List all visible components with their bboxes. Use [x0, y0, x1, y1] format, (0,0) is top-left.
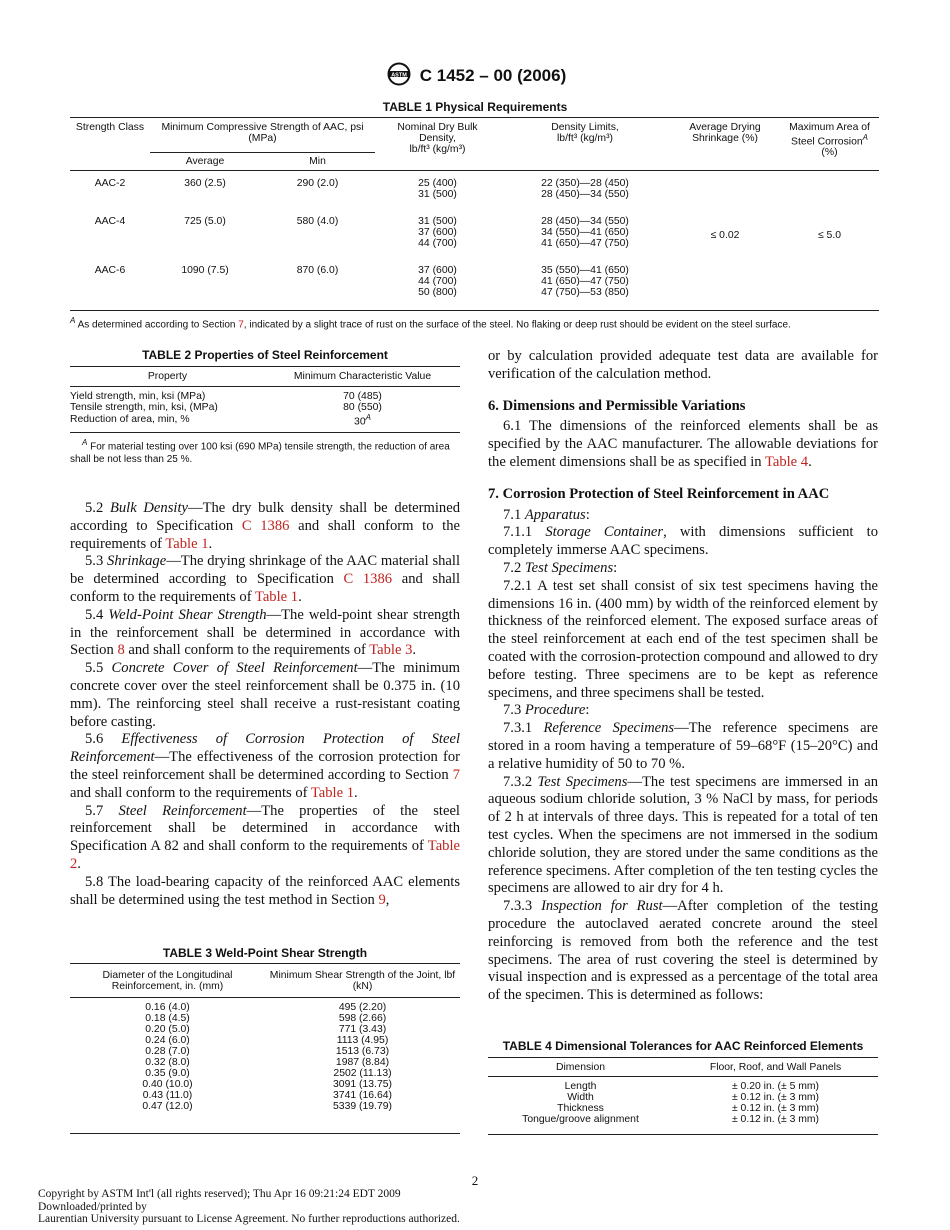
t1-head-limits: Density Limits, lb/ft³ (kg/m³) — [551, 122, 619, 144]
t3-shear: 1513 (6.73) — [335, 1045, 390, 1057]
t1-density: 50 (800) — [418, 287, 457, 298]
t1-min: 870 (6.0) — [296, 265, 339, 276]
para-5-7: 5.7 Steel Reinforcement—The properties of the steel reinforcement shall be determined in accordance with Specification A 82 and shall conform to the requirements of Table 2. — [70, 802, 460, 872]
t1-limit: 28 (450)—34 (550) — [541, 189, 629, 200]
t3-diameter: 0.32 (8.0) — [145, 1056, 190, 1068]
table4-caption: TABLE 4 Dimensional Tolerances for AAC Reinforced Elements — [502, 1039, 864, 1053]
t2-head-property: Property — [147, 371, 188, 382]
t3-row — [70, 1090, 460, 1101]
t3-diameter: 0.35 (9.0) — [145, 1067, 190, 1079]
t3-row — [70, 1046, 460, 1057]
t3-diameter: 0.47 (12.0) — [142, 1100, 193, 1112]
section-6-title: 6. Dimensions and Permissible Variations — [488, 397, 746, 414]
t1-corrosion: ≤ 5.0 — [817, 229, 842, 241]
t3-row — [70, 1013, 460, 1024]
t1-limit: 41 (650)—47 (750) — [541, 276, 629, 287]
t2-value-footnote-mark: A — [365, 412, 371, 422]
t2-head-value: Minimum Characteristic Value — [293, 371, 432, 382]
t4-row — [488, 1114, 878, 1125]
t3-diameter: 0.43 (11.0) — [142, 1089, 193, 1101]
t1-min: 290 (2.0) — [296, 178, 339, 189]
t1-density: 37 (600) — [418, 265, 457, 276]
t3-diameter: 0.24 (6.0) — [145, 1034, 190, 1046]
t4-dimension: Length — [564, 1080, 597, 1092]
t4-tolerance: ± 0.12 in. (± 3 mm) — [731, 1091, 820, 1103]
t2-row — [70, 413, 460, 427]
t2-property: Yield strength, min, ksi (MPa) — [70, 390, 206, 402]
c1386-link[interactable]: C 1386 — [343, 571, 393, 588]
t3-diameter: 0.20 (5.0) — [145, 1023, 190, 1035]
t1-densities — [375, 200, 500, 249]
para-7-2: 7.2 Test Specimens: — [503, 559, 618, 576]
t1-limit: 22 (350)—28 (450) — [541, 178, 629, 189]
t4-head-panels: Floor, Roof, and Wall Panels — [709, 1061, 842, 1073]
section-9-link[interactable]: 9 — [378, 891, 386, 908]
t3-shear: 5339 (19.79) — [333, 1100, 392, 1112]
t1-density: 37 (600) — [418, 227, 457, 238]
t1-min: 580 (4.0) — [296, 216, 339, 227]
section-8-link[interactable]: 8 — [117, 642, 125, 659]
t1-head-min: Min — [309, 155, 326, 167]
t2-value: 80 (550) — [343, 401, 382, 413]
table2-link[interactable]: Table 2 — [70, 838, 460, 872]
t1-average: 1090 (7.5) — [181, 265, 229, 276]
t1-limit: 41 (650)—47 (750) — [541, 238, 629, 249]
t3-row — [70, 1101, 460, 1112]
t3-head-shear: Minimum Shear Strength of the Joint, lbf (kN) — [269, 969, 456, 992]
t4-head-dimension: Dimension — [555, 1061, 606, 1073]
t2-row — [70, 402, 460, 413]
page-number: 2 — [471, 1173, 479, 1188]
t1-head-nominal: Nominal Dry Bulk Density, lb/ft³ (kg/m³) — [397, 122, 478, 155]
t2-value: 70 (485) — [343, 390, 382, 402]
t3-row — [70, 1002, 460, 1013]
table1-caption: TABLE 1 Physical Requirements — [382, 100, 568, 114]
footer-copyright: Copyright by ASTM Int'l (all rights reserved); Thu Apr 16 09:21:24 EDT 2009 — [38, 1188, 401, 1200]
t3-shear: 2502 (11.13) — [333, 1067, 392, 1079]
t3-row — [70, 1057, 460, 1068]
t1-class: AAC-2 — [94, 178, 126, 189]
t3-shear: 3091 (13.75) — [333, 1078, 392, 1090]
t3-shear: 1987 (8.84) — [335, 1056, 390, 1068]
t3-shear: 3741 (16.64) — [333, 1089, 392, 1101]
t2-property: Reduction of area, min, % — [70, 414, 190, 426]
t1-shrinkage: ≤ 0.02 — [710, 229, 740, 241]
para-5-2: 5.2 Bulk Density—The dry bulk density shall be determined according to Specification C 1386 and shall conform to the requirements of Table 1. — [70, 500, 461, 552]
para-5-4: 5.4 Weld-Point Shear Strength—The weld-point shear strength in the reinforcement shall be determined in accordance with Section 8 and shall conform to the requirements of Table 3. — [70, 606, 461, 659]
c1386-link[interactable]: C 1386 — [241, 517, 290, 534]
t3-diameter: 0.18 (4.5) — [145, 1012, 190, 1024]
astm-logo-icon — [384, 62, 414, 86]
table1 — [70, 117, 879, 170]
svg-text:ASTM: ASTM — [390, 72, 407, 79]
t3-shear: 598 (2.66) — [338, 1012, 387, 1024]
table2 — [70, 366, 460, 427]
table4 — [488, 1057, 878, 1125]
table3-link[interactable]: Table 3 — [369, 642, 413, 659]
t1-limit: 35 (550)—41 (650) — [541, 265, 629, 276]
t4-row — [488, 1103, 878, 1114]
t1-densities — [375, 172, 500, 200]
t1-head-class: Strength Class — [75, 122, 145, 133]
section-7-title: 7. Corrosion Protection of Steel Reinforcement in AAC — [488, 485, 830, 502]
para-7-1-1: 7.1.1 Storage Container, with dimensions sufficient to completely immerse AAC specimens. — [488, 524, 878, 559]
table1-link[interactable]: Table 1 — [254, 588, 299, 605]
t3-row — [70, 1079, 460, 1090]
table1-footnote: $^A$ As determined according to Section 7, indicated by a slight trace of rust on the surface of the steel. No flaking or deep rust should be evident on the steel surface. — [70, 316, 791, 331]
left-column-text — [70, 500, 460, 909]
footer-license: Laurentian University pursuant to License Agreement. No further reproductions authorized. — [38, 1213, 460, 1225]
t1-density: 25 (400) — [418, 178, 457, 189]
table2-footnote: $^A$ For material testing over 100 ksi (690 MPa) tensile strength, the reduction of area shall be not less than 25 %. — [70, 438, 450, 466]
para-7-2-1: 7.2.1 A test set shall consist of six test specimens having the dimensions 16 in. (400 mm) by width of the reinforced element by thickness of the reinforced element. The exposed surface areas of the steel reinforcement at each end of the test specimen shall be coated with the corrosion-protection compound and allowed to dry before testing. Three specimens are to be kept as reference specimens, and three specimens shall be tested. — [488, 577, 878, 701]
t1-density: 31 (500) — [418, 189, 457, 200]
t4-row — [488, 1081, 878, 1092]
para-7-3: 7.3 Procedure: — [503, 702, 590, 719]
para-7-3-2: 7.3.2 Test Specimens—The test specimens are immersed in an aqueous sodium chloride solution, 3 % NaCl by mass, for periods of 2 h at intervals of three days. This is repeated for a total of ten test cycles. When the specimens are not immersed in the sodium chloride solution, they are stored under the same conditions as the reference specimens. After completion of the ten testing cycles the specimens are allowed to air dry for 4 h. — [488, 773, 879, 897]
t1-head-shrinkage: Average Drying Shrinkage (%) — [689, 122, 761, 144]
t3-head-diameter: Diameter of the Longitudinal Reinforcement, in. (mm) — [102, 969, 233, 992]
t3-shear: 1113 (4.95) — [336, 1034, 389, 1046]
t2-row — [70, 391, 460, 402]
table1-link[interactable]: Table 1 — [165, 535, 209, 552]
footer — [38, 1188, 738, 1226]
table4-link[interactable]: Table 4 — [764, 453, 809, 470]
t1-densities — [375, 249, 500, 298]
para-7-1: 7.1 Apparatus: — [503, 506, 590, 523]
t1-average: 360 (2.5) — [184, 178, 226, 189]
para-7-3-1: 7.3.1 Reference Specimens—The reference specimens are stored in a room having a temperature of 59–68°F (15–20°C) and a relative humidity of 50 to 70 %. — [488, 720, 878, 772]
t1-density: 44 (700) — [418, 276, 457, 287]
table3-caption: TABLE 3 Weld-Point Shear Strength — [162, 946, 368, 960]
t3-shear: 771 (3.43) — [338, 1023, 387, 1035]
table1-body — [70, 172, 879, 298]
t1-density: 44 (700) — [418, 238, 457, 249]
table1-link[interactable]: Table 1 — [310, 784, 355, 801]
designation: C 1452 – 00 (2006) — [419, 66, 567, 85]
table2-caption: TABLE 2 Properties of Steel Reinforcement — [142, 348, 388, 362]
t2-value: $30^A$ — [354, 412, 371, 427]
para-5-5: 5.5 Concrete Cover of Steel Reinforcement—The minimum concrete cover over the steel reinforcement shall be 0.375 in. (10 mm). The reinforcing steel shall receive a rust-resistant coating before casting. — [70, 660, 460, 730]
para-6-1: 6.1 The dimensions of the reinforced elements shall be as specified by the AAC manufacturer. The allowable deviations for the element dimensions shall be as specified in Table 4. — [488, 418, 878, 470]
section-7-link[interactable]: 7 — [238, 319, 244, 331]
t4-tolerance: ± 0.20 in. (± 5 mm) — [731, 1080, 820, 1092]
t1-limit: 47 (750)—53 (850) — [541, 287, 629, 298]
footer-downloaded: Downloaded/printed by — [38, 1200, 147, 1213]
t1-head-mincomp: Minimum Compressive Strength of AAC, psi (MPa) — [150, 117, 375, 152]
table3 — [70, 963, 460, 1112]
t3-shear: 495 (2.20) — [338, 1001, 387, 1013]
t3-row — [70, 1068, 460, 1079]
para-continuation: or by calculation provided adequate test data are available for verification of the calculation method. — [488, 348, 878, 382]
t1-limit: 34 (550)—41 (650) — [541, 227, 629, 238]
right-column-text — [488, 348, 878, 1005]
t4-tolerance: ± 0.12 in. (± 3 mm) — [731, 1102, 820, 1114]
para-5-6: 5.6 Effectiveness of Corrosion Protection of Steel Reinforcement—The effectiveness of the corrosion protection for the steel reinforcement shall be determined according to Section 7 and shall conform to the requirements of Table 1. — [70, 731, 460, 801]
t2-property: Tensile strength, min, ksi, (MPa) — [70, 401, 218, 413]
para-5-3: 5.3 Shrinkage—The drying shrinkage of the AAC material shall be determined according to Specification C 1386 and shall conform to the requirements of Table 1. — [70, 553, 461, 605]
t1-class: AAC-4 — [94, 216, 126, 227]
t1-limits — [500, 249, 670, 298]
t3-diameter: 0.40 (10.0) — [142, 1078, 193, 1090]
t1-head-corrosion: Maximum Area of Steel Corrosion$^A$ (%) — [789, 122, 870, 159]
t1-density: 31 (500) — [418, 216, 457, 227]
t1-head-average: Average — [185, 155, 225, 167]
t4-tolerance: ± 0.12 in. (± 3 mm) — [731, 1113, 820, 1125]
t4-row — [488, 1092, 878, 1103]
t1-row — [70, 172, 879, 200]
t1-limits — [500, 172, 670, 200]
t3-diameter: 0.16 (4.0) — [145, 1001, 190, 1013]
t4-dimension: Tongue/groove alignment — [522, 1113, 639, 1125]
t3-row — [70, 1035, 460, 1046]
section-7-link[interactable]: 7 — [452, 766, 460, 783]
t3-row — [70, 1024, 460, 1035]
t1-limit: 28 (450)—34 (550) — [541, 216, 629, 227]
t3-diameter: 0.28 (7.0) — [145, 1045, 190, 1057]
para-7-3-3: 7.3.3 Inspection for Rust—After completion of the testing procedure the autoclaved aerated concrete around the steel reinforcing is removed from both the reference and the test specimens. The area of rust covering the steel is determined by visual inspection and is expressed as a percentage of the total area of the specimen. This is determined as follows: — [488, 898, 878, 1004]
t1-average: 725 (5.0) — [184, 216, 226, 227]
t1-class: AAC-6 — [94, 265, 126, 276]
t1-limits — [500, 200, 670, 249]
page-header — [0, 62, 950, 86]
t4-dimension: Width — [567, 1091, 594, 1103]
para-5-8: 5.8 The load-bearing capacity of the reinforced AAC elements shall be determined using the test method in Section 9, — [70, 873, 460, 908]
t4-dimension: Thickness — [557, 1102, 604, 1114]
